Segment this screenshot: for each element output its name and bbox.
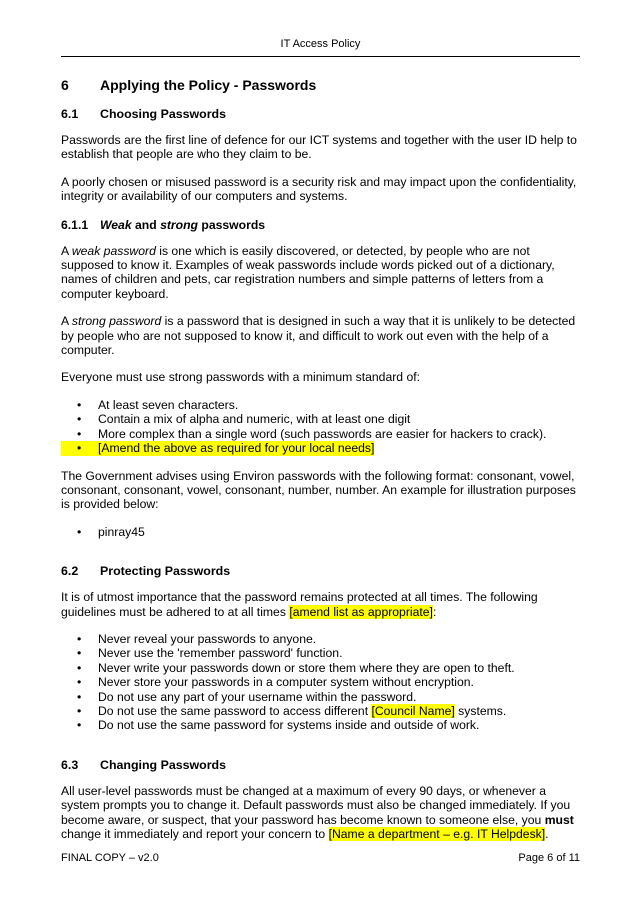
header-rule — [61, 56, 580, 57]
list-item: • Never store your passwords in a computer system without encryption. — [61, 675, 580, 689]
list-item: • pinray45 — [61, 525, 580, 539]
list-item: • Contain a mix of alpha and numeric, with at least one digit — [61, 412, 580, 426]
list-item: • Never reveal your passwords to anyone. — [61, 632, 580, 646]
footer-page-number: Page 6 of 11 — [518, 852, 580, 864]
emphasis-must: must — [544, 812, 574, 827]
spacer — [61, 746, 580, 757]
example-list — [61, 525, 580, 539]
section-title: Protecting Passwords — [100, 564, 231, 579]
list-item: • Do not use any part of your username within the password. — [61, 690, 580, 704]
highlight-council-name: [Council Name] — [371, 703, 455, 718]
heading-strong: strong — [160, 217, 198, 232]
changing-paragraph — [61, 784, 580, 842]
text: is one which is easily discovered, or detected, by people who are not supposed to know it. Examples of weak passwords include words picked out of a dictionary, names of children and pets, car registration numbers and simple patterns of letters from a computer keyboard. — [61, 243, 555, 301]
list-item — [61, 704, 580, 718]
term-weak-password: weak password — [71, 243, 156, 258]
section-6-3-heading — [61, 757, 580, 773]
section-6-1-1-heading — [61, 217, 580, 233]
heading-and: and — [131, 217, 161, 232]
term-strong-password: strong password — [71, 314, 162, 329]
list-item-highlighted: • [Amend the above as required for your local needs] — [61, 441, 374, 455]
list-item: • Never use the 'remember password' function. — [61, 646, 580, 660]
protecting-list — [61, 632, 580, 733]
text: systems. — [454, 703, 507, 718]
list-item: • Never write your passwords down or store them where they are open to theft. — [61, 661, 580, 675]
list-item: • More complex than a single word (such passwords are easier for hackers to crack). — [61, 427, 580, 441]
highlight-department: [Name a department – e.g. IT Helpdesk] — [328, 827, 546, 841]
highlight-amend-list: [amend list as appropriate] — [289, 604, 433, 619]
section-title: Applying the Policy - Passwords — [100, 77, 317, 93]
section-6-2-heading — [61, 563, 580, 579]
list-item: • Do not use the same password for systems inside and outside of work. — [61, 718, 580, 732]
heading-rest: passwords — [198, 217, 266, 232]
text: Do not use the same password to access different — [98, 703, 372, 718]
section-6-1-heading — [61, 106, 580, 122]
text: is a password that is designed in such a way that it is unlikely to be detected by people who are not supposed to know it, and difficult to work out even with the help of a computer. — [61, 314, 576, 358]
document-page — [61, 0, 580, 900]
text: All user-level passwords must be changed at a maximum of every 90 days, or whenever a system prompts you to change it. Default passwords must also be changed immediately. If you become aware, or suspect, that your password has become known to someone else, you — [61, 783, 571, 827]
spacer — [61, 552, 580, 563]
list-item: • At least seven characters. — [61, 398, 580, 412]
strong-password-list — [61, 398, 580, 456]
protecting-intro — [61, 590, 580, 619]
section-number: 6 — [61, 77, 69, 93]
paragraph: Passwords are the first line of defence for our ICT systems and together with the user ID help to establish that people are who they claim to be. — [61, 133, 577, 162]
text: . — [545, 827, 549, 841]
text: A — [61, 314, 72, 329]
heading-weak: Weak — [100, 217, 132, 232]
paragraph: The Government advises using Environ passwords with the following format: consonant, vowel, consonant, consonant, vowel, consonant, number, number. An example for illustration purposes is provided below: — [61, 468, 576, 512]
paragraph: A poorly chosen or misused password is a security risk and may impact upon the confidentiality, integrity or availability of our computers and systems. — [61, 174, 577, 204]
section-number: 6.1 — [61, 107, 79, 121]
text: : — [432, 604, 437, 619]
footer-version: FINAL COPY – v2.0 — [61, 852, 159, 864]
section-number: 6.1.1 — [61, 217, 89, 232]
paragraph: Everyone must use strong passwords with a minimum standard of: — [61, 370, 421, 385]
text: It is of utmost importance that the password remains protected at all times. The following guidelines must be adhered to at all times — [61, 590, 538, 619]
page-header: IT Access Policy — [280, 38, 361, 50]
section-title: Choosing Passwords — [100, 107, 226, 121]
strong-password-paragraph — [61, 314, 580, 357]
weak-password-paragraph — [61, 244, 580, 302]
section-number: 6.2 — [61, 564, 79, 579]
text: A — [61, 243, 72, 258]
section-title: Changing Passwords — [100, 757, 226, 772]
page-content — [61, 76, 580, 854]
text: change it immediately and report your concern to — [61, 812, 578, 841]
section-number: 6.3 — [61, 757, 79, 772]
section-6-heading — [61, 76, 580, 94]
